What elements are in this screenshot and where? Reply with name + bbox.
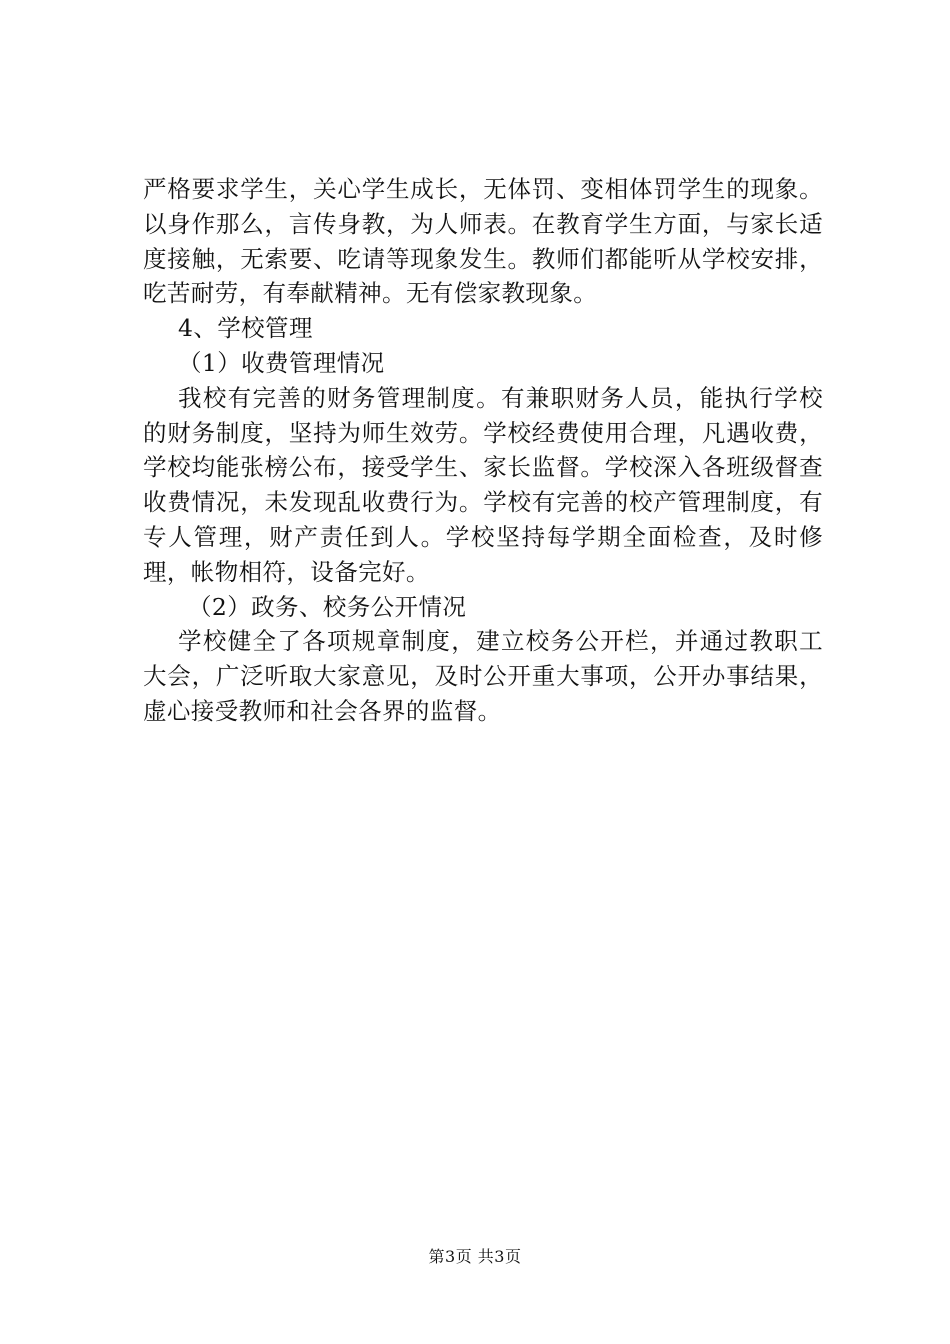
document-body [143, 172, 823, 729]
page-number-footer: 第3页 共3页 [428, 1247, 522, 1266]
heading-school-management: 4、学校管理 [178, 314, 313, 343]
paragraph-fee-management: 我校有完善的财务管理制度。有兼职财务人员，能执行学校的财务制度，坚持为师生效劳。学校经费使用合理，凡遇收费，学校均能张榜公布，接受学生、家长监督。学校深入各班级督查收费情况，未发现乱收费行为。学校有完善的校产管理制度，有专人管理，财产责任到人。学校坚持每学期全面检查，及时修理，帐物相符，设备完好。 [143, 383, 823, 586]
paragraph-teacher-conduct: 严格要求学生，关心学生成长，无体罚、变相体罚学生的现象。以身作那么，言传身教，为人师表。在教育学生方面，与家长适度接触，无索要、吃请等现象发生。教师们都能听从学校安排，吃苦耐劳，有奉献精神。无有偿家教现象。 [143, 175, 823, 308]
paragraph-affairs-disclosure: 学校健全了各项规章制度，建立校务公开栏，并通过教职工大会，广泛听取大家意见，及时公开重大事项，公开办事结果，虚心接受教师和社会各界的监督。 [143, 627, 823, 725]
subheading-fee-management: （1）收费管理情况 [178, 348, 385, 377]
subheading-affairs-disclosure: （2）政务、校务公开情况 [188, 592, 467, 621]
